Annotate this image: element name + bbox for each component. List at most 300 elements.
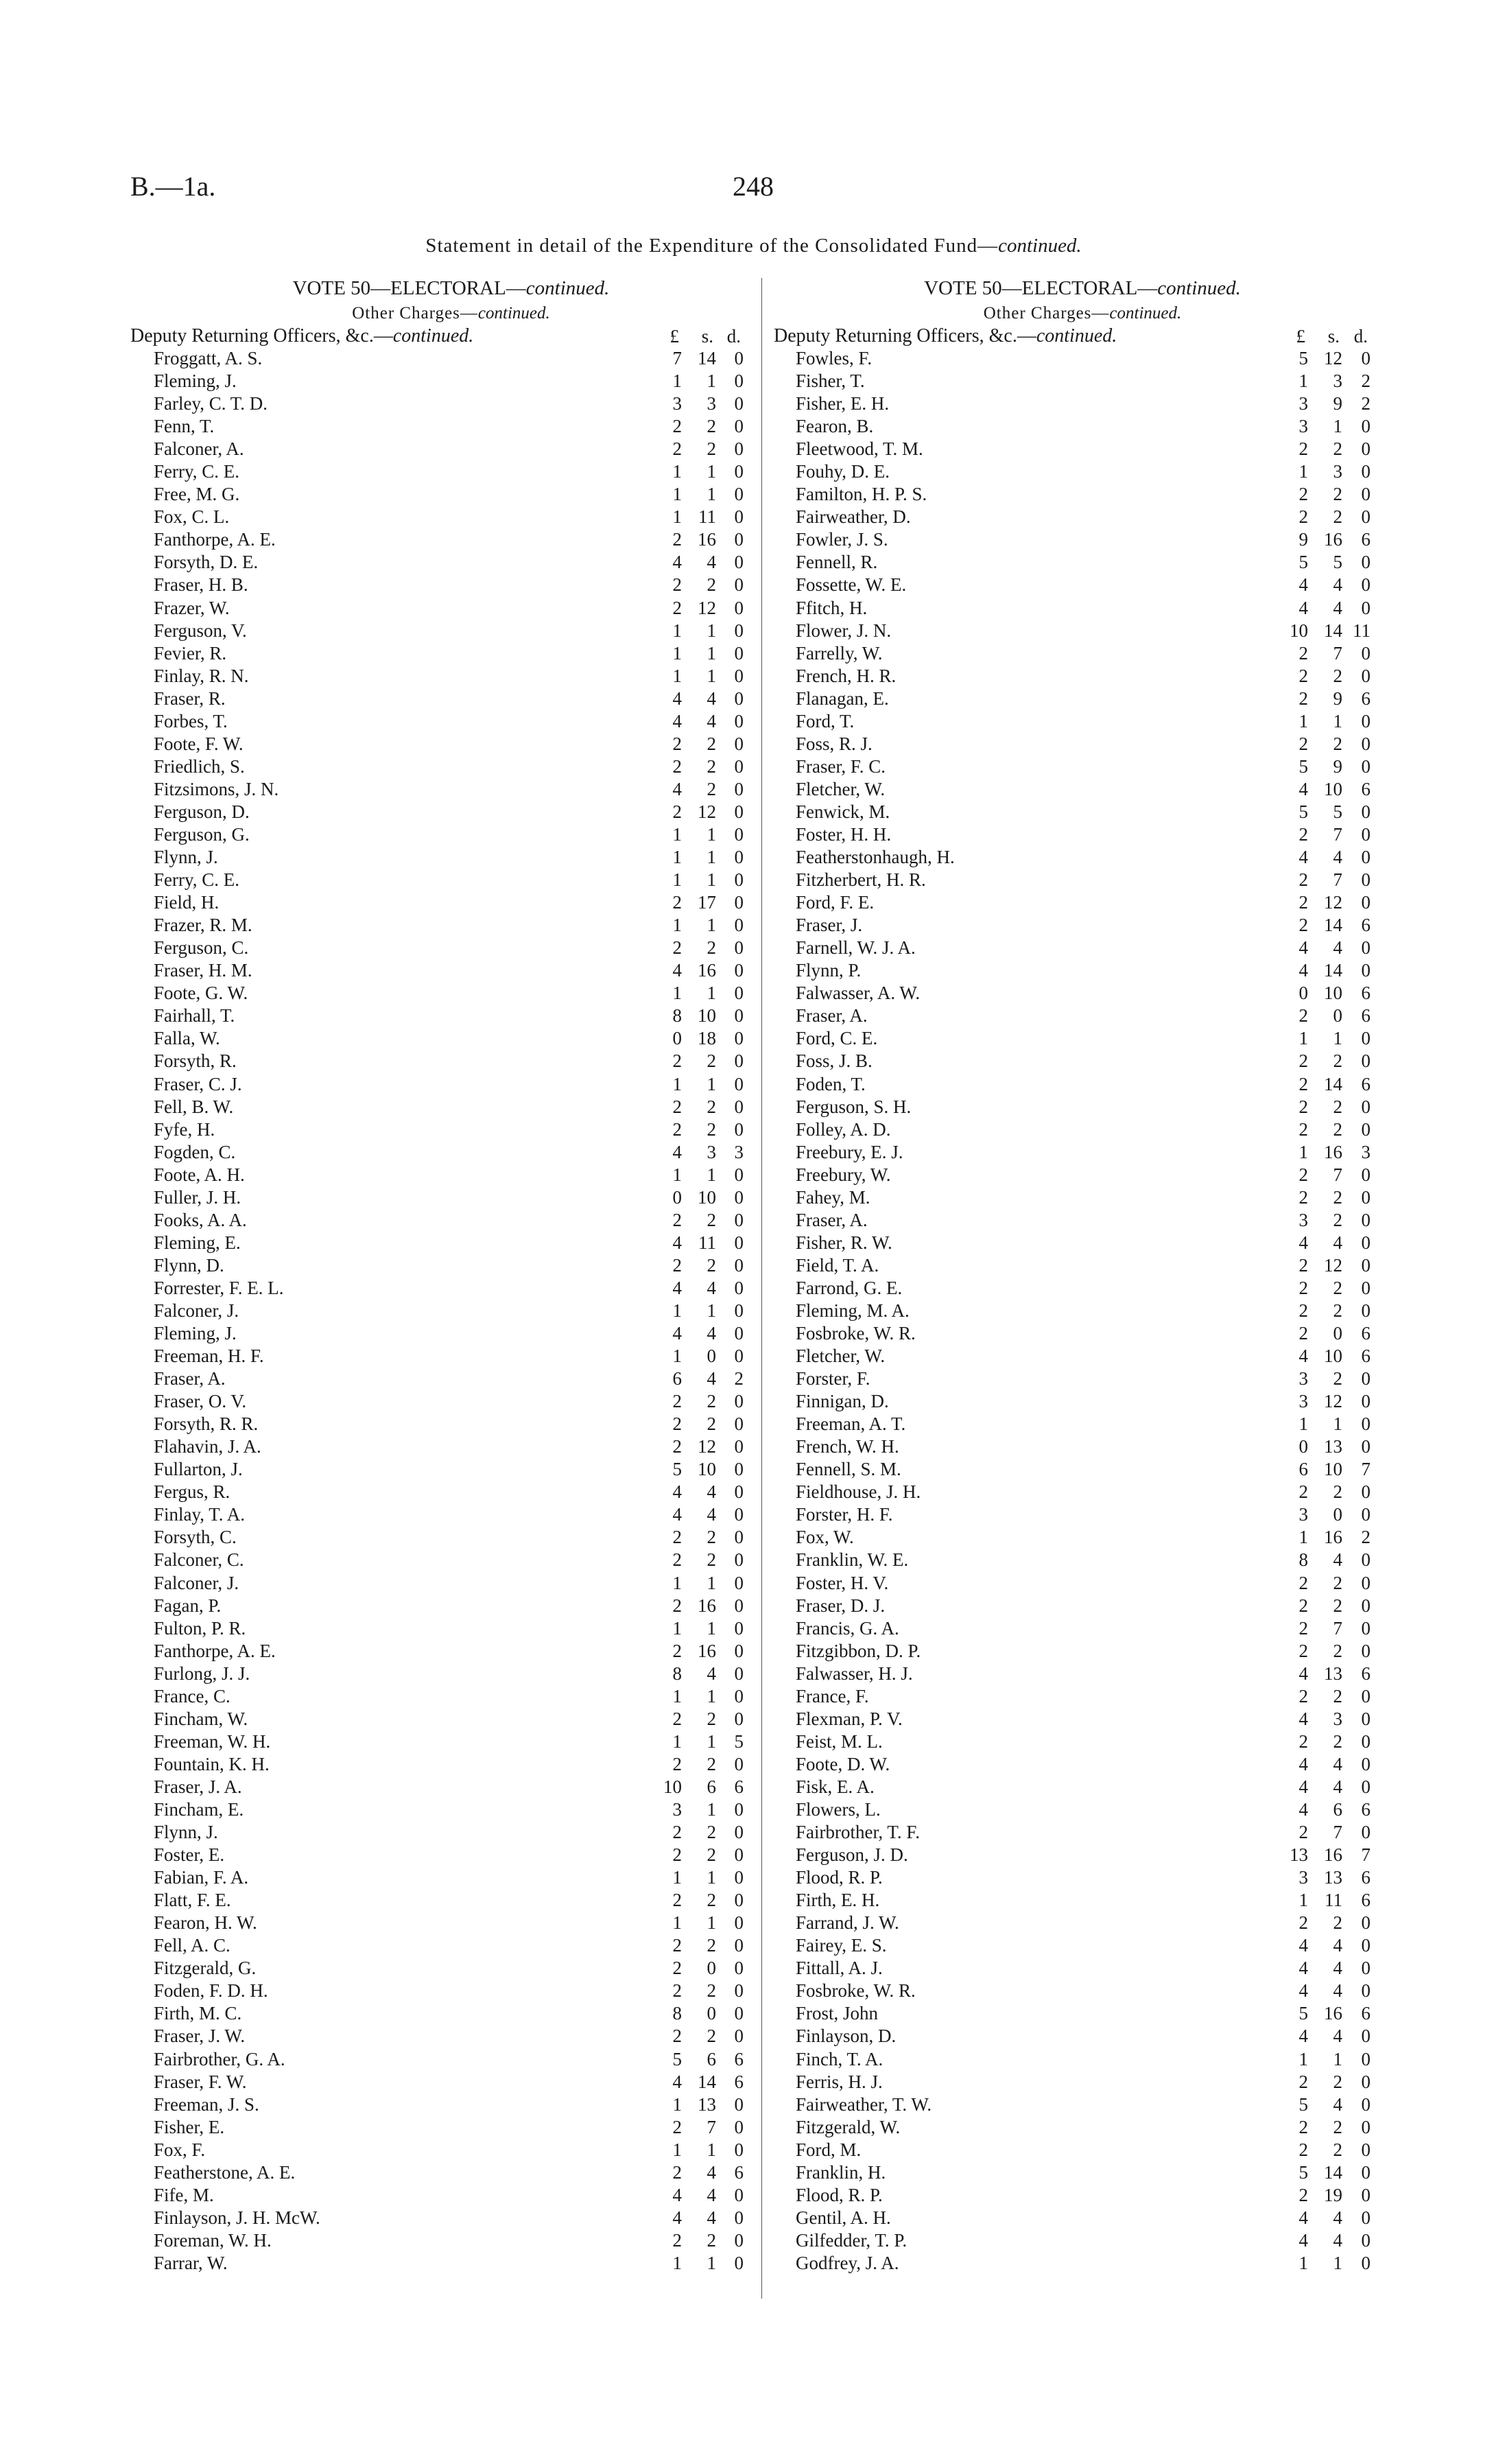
amount-shillings: 3 (1333, 371, 1342, 392)
amount-shillings: 9 (1333, 688, 1342, 709)
entry-name: Fieldhouse, J. H. (796, 1481, 921, 1503)
table-row (774, 483, 1391, 506)
amount-pounds: 13 (1290, 1844, 1308, 1866)
entry-name: Fahey, M. (796, 1186, 870, 1208)
amount-pence: 6 (1361, 983, 1370, 1004)
table-row (130, 2229, 772, 2252)
amount-shillings: 1 (707, 1617, 716, 1639)
entry-name: Falwasser, H. J. (796, 1663, 913, 1684)
table-row (774, 688, 1391, 710)
entry-name: Firth, E. H. (796, 1890, 880, 1911)
entry-name: Firth, M. C. (154, 2003, 242, 2024)
entry-name: Fagan, P. (154, 1595, 222, 1616)
amount-shillings: 14 (1324, 960, 1342, 981)
entry-name: Fisher, R. W. (796, 1232, 892, 1253)
amount-pounds: 2 (672, 1096, 682, 1117)
table-row (774, 1141, 1391, 1164)
entry-name: Finch, T. A. (796, 2048, 883, 2069)
amount-shillings: 16 (698, 960, 716, 981)
entry-name: Folley, A. D. (796, 1118, 891, 1140)
amount-shillings: 5 (1333, 801, 1342, 822)
amount-pounds: 5 (1298, 2161, 1308, 2183)
table-row (130, 1322, 772, 1345)
amount-pounds: 1 (672, 1300, 682, 1321)
entry-name: Freeman, J. S. (154, 2093, 259, 2115)
entry-name: Fraser, J. A. (154, 1776, 242, 1797)
entry-name: Fox, W. (796, 1527, 854, 1548)
amount-shillings: 4 (707, 1277, 716, 1298)
table-row (130, 460, 772, 483)
amount-pence: 0 (734, 2093, 744, 2115)
amount-shillings: 10 (1324, 778, 1342, 799)
table-row (774, 415, 1391, 438)
amount-pounds: 2 (1298, 869, 1308, 891)
amount-pounds: 2 (1298, 2116, 1308, 2137)
table-row (774, 1005, 1391, 1027)
table-row (774, 1572, 1391, 1595)
section-heading (130, 302, 772, 325)
amount-pence: 0 (734, 1844, 744, 1866)
amount-pounds: 1 (672, 847, 682, 868)
amount-pounds: 5 (672, 2048, 682, 2069)
amount-shillings: 7 (1333, 1617, 1342, 1639)
amount-pence: 0 (1361, 665, 1370, 686)
entry-name: Fairweather, T. W. (796, 2093, 932, 2115)
entry-name: Fitzsimons, J. N. (154, 778, 279, 799)
entry-name: Flynn, J. (154, 1822, 218, 1843)
entry-name: Fife, M. (154, 2184, 214, 2205)
amount-shillings: 16 (1324, 1844, 1342, 1866)
entry-name: Fuller, J. H. (154, 1186, 241, 1208)
entry-name: Frost, John (796, 2003, 879, 2024)
amount-pounds: 2 (672, 529, 682, 550)
entry-name: Farnell, W. J. A. (796, 937, 916, 959)
amount-shillings: 2 (707, 1890, 716, 1911)
amount-shillings: 16 (1324, 1141, 1342, 1162)
amount-pounds: 3 (1298, 416, 1308, 437)
amount-shillings: 4 (1333, 1232, 1342, 1253)
amount-shillings: 11 (1325, 1890, 1342, 1911)
amount-shillings: 1 (707, 1300, 716, 1321)
amount-pence: 0 (734, 438, 744, 460)
amount-shillings: 2 (707, 2229, 716, 2251)
amount-pounds: 1 (672, 983, 682, 1004)
table-row (130, 1821, 772, 1844)
amount-shillings: 2 (707, 574, 716, 596)
amount-pence: 3 (1361, 1141, 1370, 1162)
entry-name: Farley, C. T. D. (154, 393, 268, 414)
amount-pounds: 2 (672, 1118, 682, 1140)
amount-shillings: 1 (707, 642, 716, 664)
table-row (130, 846, 772, 869)
entry-name: Fraser, H. M. (154, 960, 252, 981)
section-heading-cont: continued. (1109, 304, 1182, 322)
amount-pounds: 4 (1298, 1708, 1308, 1729)
amount-shillings: 4 (707, 2207, 716, 2228)
amount-pounds: 0 (672, 1186, 682, 1208)
table-row (130, 1572, 772, 1595)
table-row (130, 1776, 772, 1798)
amount-shillings: 18 (698, 1028, 716, 1049)
amount-shillings: 7 (1333, 823, 1342, 845)
entry-name: Farrand, J. W. (796, 1912, 899, 1934)
amount-pence: 11 (1353, 620, 1370, 641)
left-column (130, 274, 772, 2275)
amount-pence: 2 (1361, 371, 1370, 392)
page-title (0, 235, 1507, 257)
amount-pounds: 3 (1298, 1391, 1308, 1412)
amount-pounds: 2 (672, 1436, 682, 1457)
table-row (130, 370, 772, 392)
entry-name: Fraser, O. V. (154, 1391, 247, 1412)
amount-shillings: 2 (707, 1753, 716, 1774)
table-row (130, 1277, 772, 1300)
amount-pence: 0 (734, 801, 744, 822)
amount-shillings: 2 (707, 1118, 716, 1140)
amount-pence: 0 (734, 869, 744, 891)
amount-pounds: 1 (1298, 710, 1308, 731)
amount-shillings: 3 (707, 393, 716, 414)
table-row (130, 528, 772, 551)
amount-shillings: 2 (1333, 484, 1342, 505)
amount-pounds: 1 (1298, 1028, 1308, 1049)
table-row (130, 1730, 772, 1753)
amount-shillings: 2 (1333, 2139, 1342, 2160)
entry-name: Fairhall, T. (154, 1005, 235, 1026)
amount-shillings: 1 (707, 1799, 716, 1820)
amount-pounds: 2 (672, 1051, 682, 1072)
amount-pounds: 4 (1298, 1980, 1308, 2002)
entry-name: Forsyth, R. (154, 1051, 237, 1072)
amount-pence: 0 (1361, 1685, 1370, 1706)
amount-pence: 0 (1361, 2184, 1370, 2205)
amount-pounds: 2 (672, 438, 682, 460)
pounds-header: £ (1296, 326, 1305, 347)
amount-pence: 0 (1361, 937, 1370, 959)
entry-name: Fincham, W. (154, 1708, 248, 1729)
amount-pounds: 2 (672, 1391, 682, 1412)
entry-name: Freeman, W. H. (154, 1730, 271, 1752)
amount-shillings: 2 (1333, 1096, 1342, 1117)
amount-pounds: 2 (1298, 1323, 1308, 1344)
group-heading-row (130, 325, 772, 347)
amount-pounds: 2 (672, 1753, 682, 1774)
amount-pence: 0 (1361, 1164, 1370, 1185)
entry-name: Fitzgibbon, D. P. (796, 1640, 921, 1661)
entry-name: Ferguson, D. (154, 801, 250, 822)
entry-name: Ford, T. (796, 710, 855, 731)
amount-pence: 0 (1361, 823, 1370, 845)
table-row (130, 688, 772, 710)
amount-pence: 6 (734, 2161, 744, 2183)
entry-name: Fosbroke, W. R. (796, 1980, 916, 2002)
amount-shillings: 2 (1333, 733, 1342, 754)
entry-name: Fleming, M. A. (796, 1300, 910, 1321)
amount-shillings: 2 (1333, 1912, 1342, 1934)
amount-pounds: 1 (672, 1912, 682, 1934)
table-row (774, 1096, 1391, 1118)
amount-pence: 0 (734, 2026, 744, 2047)
group-heading-cont: continued. (1036, 325, 1117, 347)
table-row (130, 2071, 772, 2093)
entry-name: Francis, G. A. (796, 1617, 899, 1639)
entry-name: Fitzgerald, G. (154, 1958, 257, 1979)
table-row (130, 415, 772, 438)
entry-name: Forbes, T. (154, 710, 228, 731)
amount-pounds: 2 (672, 574, 682, 596)
table-row (130, 959, 772, 982)
table-row (774, 1708, 1391, 1730)
table-row (774, 1526, 1391, 1549)
amount-pence: 0 (1361, 1481, 1370, 1503)
table-row (130, 1164, 772, 1186)
amount-pounds: 5 (672, 1459, 682, 1480)
amount-shillings: 2 (1333, 1481, 1342, 1503)
amount-pence: 6 (1361, 778, 1370, 799)
entry-name: Fleetwood, T. M. (796, 438, 923, 460)
amount-shillings: 1 (707, 2139, 716, 2160)
amount-pounds: 2 (672, 755, 682, 777)
entry-name: Foden, F. D. H. (154, 1980, 268, 2002)
entry-name: Fraser, H. B. (154, 574, 248, 596)
amount-pence: 0 (734, 1254, 744, 1276)
table-row (130, 1481, 772, 1503)
amount-pounds: 5 (1298, 2003, 1308, 2024)
amount-pounds: 8 (1298, 1549, 1308, 1571)
amount-pounds: 1 (672, 665, 682, 686)
amount-pence: 0 (734, 1867, 744, 1888)
amount-pounds: 2 (1298, 823, 1308, 845)
amount-shillings: 2 (1333, 1186, 1342, 1208)
amount-shillings: 1 (707, 823, 716, 845)
amount-shillings: 0 (707, 1958, 716, 1979)
amount-pounds: 8 (672, 1663, 682, 1684)
amount-pounds: 2 (672, 1527, 682, 1548)
amount-shillings: 2 (707, 1549, 716, 1571)
amount-shillings: 4 (707, 1504, 716, 1525)
table-row (130, 1005, 772, 1027)
amount-pence: 0 (734, 1346, 744, 1367)
entry-name: Fairbrother, T. F. (796, 1822, 920, 1843)
entry-name: Foster, E. (154, 1844, 225, 1866)
table-row (774, 2071, 1391, 2093)
table-row (130, 642, 772, 665)
amount-shillings: 7 (1333, 1822, 1342, 1843)
entry-name: Fisk, E. A. (796, 1776, 875, 1797)
amount-shillings: 2 (1333, 1572, 1342, 1593)
amount-pence: 0 (734, 1663, 744, 1684)
entry-name: Fleming, J. (154, 371, 237, 392)
table-row (130, 392, 772, 415)
amount-shillings: 16 (698, 529, 716, 550)
amount-shillings: 1 (707, 2252, 716, 2273)
amount-pounds: 2 (1298, 1118, 1308, 1140)
entry-name: Flatt, F. E. (154, 1890, 231, 1911)
entry-name: Ferry, C. E. (154, 869, 239, 891)
entry-name: Fairbrother, G. A. (154, 2048, 285, 2069)
amount-pounds: 2 (672, 1595, 682, 1616)
amount-shillings: 1 (1333, 416, 1342, 437)
entry-name: Fell, B. W. (154, 1096, 234, 1117)
title-continued: continued. (998, 235, 1082, 257)
amount-pounds: 1 (672, 371, 682, 392)
amount-pence: 0 (1361, 869, 1370, 891)
amount-shillings: 2 (707, 1844, 716, 1866)
table-row (774, 2207, 1391, 2229)
amount-pence: 0 (734, 506, 744, 528)
amount-pounds: 2 (672, 892, 682, 913)
amount-pounds: 4 (1298, 1958, 1308, 1979)
table-row (130, 2116, 772, 2139)
amount-shillings: 14 (1324, 1073, 1342, 1094)
amount-shillings: 14 (1324, 2161, 1342, 2183)
entry-name: Finlayson, D. (796, 2026, 897, 2047)
entry-name: Freebury, W. (796, 1164, 891, 1185)
amount-shillings: 0 (707, 1346, 716, 1367)
table-row (130, 914, 772, 937)
table-row (130, 755, 772, 778)
amount-pounds: 2 (1298, 733, 1308, 754)
amount-shillings: 2 (1333, 1209, 1342, 1230)
entry-name: Gentil, A. H. (796, 2207, 891, 2228)
amount-pounds: 1 (672, 1164, 682, 1185)
amount-pounds: 2 (672, 1890, 682, 1911)
amount-shillings: 6 (707, 1776, 716, 1797)
amount-pence: 0 (1361, 1436, 1370, 1457)
table-row (130, 1912, 772, 1934)
amount-pence: 0 (734, 371, 744, 392)
entry-name: Featherstonhaugh, H. (796, 847, 955, 868)
amount-pounds: 1 (672, 2252, 682, 2273)
table-row (774, 438, 1391, 460)
table-row (130, 2025, 772, 2048)
group-heading-main: Deputy Returning Officers, &c.— (774, 325, 1036, 347)
vote-heading (774, 274, 1391, 302)
amount-pounds: 2 (1298, 1685, 1308, 1706)
amount-shillings: 2 (1333, 2071, 1342, 2092)
shillings-header: s. (1327, 326, 1340, 347)
table-row (130, 2184, 772, 2207)
amount-shillings: 11 (698, 1232, 716, 1253)
table-row (130, 1526, 772, 1549)
amount-pence: 0 (734, 1912, 744, 1934)
amount-pounds: 2 (1298, 1912, 1308, 1934)
section-heading-main: Other Charges— (352, 304, 478, 322)
entry-name: Farrond, G. E. (796, 1277, 903, 1298)
amount-pounds: 2 (1298, 665, 1308, 686)
vote-heading-main: VOTE 50—ELECTORAL— (292, 277, 526, 299)
table-row (130, 1844, 772, 1866)
amount-pounds: 3 (1298, 1504, 1308, 1525)
amount-shillings: 10 (1324, 1346, 1342, 1367)
table-row (774, 460, 1391, 483)
table-row (774, 1934, 1391, 1957)
amount-pence: 0 (734, 484, 744, 505)
amount-shillings: 13 (1324, 1436, 1342, 1457)
amount-pence: 0 (1361, 1549, 1370, 1571)
entry-name: Forsyth, C. (154, 1527, 237, 1548)
table-row (774, 1390, 1391, 1413)
table-row (774, 1980, 1391, 2002)
amount-pence: 0 (734, 393, 744, 414)
table-row (774, 801, 1391, 823)
table-row (130, 506, 772, 528)
entry-name: Finlay, T. A. (154, 1504, 246, 1525)
table-row (774, 1640, 1391, 1663)
amount-pounds: 2 (1298, 484, 1308, 505)
amount-pounds: 1 (672, 1073, 682, 1094)
amount-pounds: 4 (1298, 2229, 1308, 2251)
amount-shillings: 4 (1333, 1776, 1342, 1797)
amount-pounds: 1 (672, 1867, 682, 1888)
amount-shillings: 2 (1333, 1595, 1342, 1616)
amount-pounds: 4 (672, 1277, 682, 1298)
table-row (130, 1435, 772, 1458)
entry-name: Flanagan, E. (796, 688, 889, 709)
amount-pounds: 2 (672, 1708, 682, 1729)
entry-name: Fossette, W. E. (796, 574, 907, 596)
amount-pence: 6 (1361, 1890, 1370, 1911)
entry-name: Foote, F. W. (154, 733, 244, 754)
entry-name: Forsyth, R. R. (154, 1413, 259, 1435)
amount-shillings: 2 (707, 755, 716, 777)
table-row (774, 528, 1391, 551)
title-main: Statement in detail of the Expenditure of the Consolidated Fund— (425, 235, 999, 257)
amount-pence: 0 (1361, 438, 1370, 460)
table-row (130, 778, 772, 801)
amount-shillings: 5 (1333, 552, 1342, 573)
amount-shillings: 14 (1324, 620, 1342, 641)
amount-pence: 6 (1361, 915, 1370, 936)
amount-shillings: 1 (707, 915, 716, 936)
amount-shillings: 2 (1333, 1300, 1342, 1321)
amount-pence: 0 (734, 2252, 744, 2273)
amount-pounds: 1 (1298, 1413, 1308, 1435)
amount-pounds: 1 (672, 642, 682, 664)
amount-pence: 0 (734, 847, 744, 868)
table-row (130, 1209, 772, 1232)
amount-shillings: 7 (1333, 642, 1342, 664)
entry-name: Fergus, R. (154, 1481, 230, 1503)
amount-pence: 3 (734, 1141, 744, 1162)
group-heading-cont: continued. (392, 325, 474, 347)
amount-shillings: 4 (1333, 2026, 1342, 2047)
amount-shillings: 10 (1324, 983, 1342, 1004)
entry-name: Finnigan, D. (796, 1391, 889, 1412)
table-row (774, 2116, 1391, 2139)
amount-pounds: 2 (672, 1980, 682, 2002)
amount-shillings: 14 (698, 2071, 716, 2092)
amount-pence: 0 (1361, 1935, 1370, 1956)
entry-name: Flahavin, J. A. (154, 1436, 261, 1457)
entry-name: Flynn, P. (796, 960, 862, 981)
amount-pence: 0 (1361, 1730, 1370, 1752)
table-row (130, 1663, 772, 1685)
amount-pence: 0 (1361, 1051, 1370, 1072)
amount-pence: 0 (734, 1753, 744, 1774)
table-row (130, 1708, 772, 1730)
group-heading-main: Deputy Returning Officers, &c.— (130, 325, 393, 347)
amount-pence: 6 (1361, 1073, 1370, 1094)
amount-pounds: 2 (1298, 688, 1308, 709)
amount-shillings: 4 (707, 1323, 716, 1344)
entry-name: Ford, C. E. (796, 1028, 878, 1049)
amount-shillings: 2 (707, 1980, 716, 2002)
amount-shillings: 4 (1333, 2093, 1342, 2115)
table-row (774, 869, 1391, 891)
amount-pence: 0 (734, 1617, 744, 1639)
amount-pence: 0 (734, 1300, 744, 1321)
